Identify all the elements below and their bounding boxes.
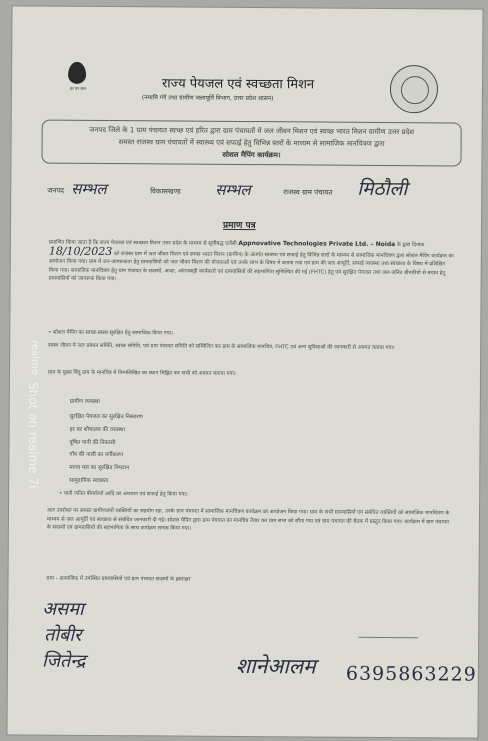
logo-caption: हर घर जल [69, 85, 86, 91]
official-stamp [338, 629, 448, 654]
certificate-title: प्रमाण पत्र [222, 220, 256, 232]
signature-1: असमा [42, 598, 84, 620]
body-paragraph-1: प्रमाणित किया जाता है कि राज्य पेयजल एवं स्वच्छता मिशन उत्तर प्रदेश के माध्यम से सूचीबद्ध एजेंसी Appnovative Technologies Private Ltd. – Noida के द्वारा दिनांक 18/10/2023 को राजस्व ग्राम में जल जीवन मिशन एवं स्वच्छ भारत मिशन (ग्रामीण) के अंतर्गत स्वास्थ्य एवं सफाई हेतु विभिन्न स्तरों के माध्यम से सामाजिक मानचित्रण द्वारा सोशल मैपिंग कार्यक्रम का आयोजन किया गया। ग्राम में जन-जागरूकता हेतु ग्रामवासियों को जल जीवन मिशन की योजनाओं एवं उनके लाभ के विषय में बताया गया एवं ग्राम की जल आपूर्ति, सफाई व्यवस्था तथा स्वच्छता के विषय में प्रशिक्षित किया गया। सामाजिक मानचित्रण हेतु ग्राम पंचायत के सदस्यों, आशा, आंगनबाड़ी कार्यकर्ता एवं ग्रामवासियों की सहभागिता सुनिश्चित की गई (FHTC) हेतु एवं सुरक्षित पेयजल तथा जल-जनित बीमारियों से बचाव हेतु ग्रामवासियों को जागरूक किया गया। [48, 239, 454, 283]
program-date: 18/10/2023 [48, 244, 113, 258]
camera-watermark [2, 340, 40, 540]
watermark-timestamp: 2023/10/18 18:54 [18, 390, 26, 453]
district-value: सम्भल [71, 179, 107, 199]
water-drop-icon [68, 62, 86, 84]
company-name: Appnovative Technologies Private Ltd. – Noida [238, 239, 396, 249]
intro-box [41, 120, 461, 167]
list-item: गाँव की नाली का वर्गीकरण [69, 451, 123, 459]
district-label: जनपद [47, 186, 65, 195]
org-subtitle: (नमामि गंगे तथा ग्रामीण जलापूर्ति विभाग, उत्तर प्रदेश शासन) [141, 94, 274, 103]
intro-line-3: सोशल मैपिंग कार्यक्रम। [222, 150, 281, 160]
block-value: सम्भल [215, 180, 251, 200]
body-paragraph-2: स्वस्थ जीवन में जल प्रबंधन समिति, स्वच्छ समिति, एवं ग्राम पंचायत समिति को सम्मिलित कर ग्राम के सामाजिक मानचित्र, FHTC एवं अन्य सुविधाओं की जानकारी से अवगत कराया गया। [48, 342, 395, 352]
body-point-1: • सोशल मैपिंग का स्वच्छ-स्वस्थ सुरक्षित हेतु सामाजिक किया गया। [48, 329, 173, 337]
block-label: विकासखण्ड [150, 187, 181, 196]
list-item: सामुदायिक स्वच्छता [69, 477, 109, 485]
watermark-brand: realme [29, 340, 40, 375]
body-paragraph-4: अतः उपरोक्त पर समस्त ग्रामीणजनों व्यक्तियों का सहयोग रहा, उनके ग्राम पंचायत में सामाजिक मानचित्रण कार्यक्रम का आयोजन किया गया। ग्राम के सभी ग्रामवासियों एवं संबंधित व्यक्तियों को सामाजिक मानचित्रण के माध्यम से जल आपूर्ति एवं स्वच्छता से संबंधित जानकारी दी गई। सोशल मैपिंग द्वारा ग्राम पंचायत का मानचित्र तैयार कर ग्राम सभा को सौंपा गया एवं ग्राम पंचायत की बैठक में प्रस्तुत किया गया। कार्यक्रम में ग्राम पंचायत के सदस्यों एवं ग्रामवासियों की सहभागिता के साथ कार्यक्रम सम्पन्न किया गया। [46, 507, 450, 532]
signature-note: ग्राम – सामाजिक में उपस्थित ग्रामवासियों एवं ग्राम पंचायत सदस्यों के हस्ताक्षर [46, 575, 191, 583]
location-fields [47, 179, 457, 208]
list-item: मानव मल का सुरक्षित निपटान [69, 464, 130, 472]
jal-jeevan-logo [62, 62, 92, 102]
list-item: दूषित पानी की निकासी [69, 439, 116, 447]
org-title: राज्य पेयजल एवं स्वच्छता मिशन [161, 76, 315, 93]
up-government-seal-icon [390, 65, 438, 113]
village-value: मिठौली [357, 177, 408, 201]
body-paragraph-3: ग्राम के मुख्य बिंदु ग्राम के मानचित्र में निम्नलिखित का स्थान चिह्नित कर सभी को अवगत कराया गया। [47, 369, 236, 377]
signature-3: जितेन्द्र [41, 650, 86, 672]
intro-line-1: जनपद जिले के 1 ग्राम पंचायत स्वच्छ एवं हरित द्वारा ग्राम पंचायतों में जल जीवन मिशन एवं स्वच्छ भारत मिशन ग्रामीण उत्तर प्रदेश [89, 125, 415, 137]
document-page [7, 6, 482, 737]
intro-line-2: समस्त राजस्व ग्राम पंचायतों में स्वास्थ्य एवं सफाई हेतु विभिन्न स्तरों के माध्यम से सामाजिक मानचित्रण द्वारा [118, 138, 385, 148]
list-item: ग्रामीण व्यवस्था [69, 398, 100, 405]
phone-number: 6395863229 [345, 662, 477, 686]
main-signature: शानेआलम [235, 653, 316, 679]
list-item: सुरक्षित पेयजल का सुरक्षित निस्तारण [69, 413, 143, 421]
list-item: हर घर शौचालय की व्यवस्था [69, 426, 126, 434]
village-label: राजस्व ग्राम पंचायत [283, 188, 333, 197]
watermark-shot-on: Shot on realme 7i [26, 382, 40, 489]
signature-2: तोबीर [44, 624, 82, 646]
body-point-2: • पानी जनित बीमारियाँ आदि का अध्ययन एवं सफाई हेतु किया गया। [59, 490, 188, 498]
